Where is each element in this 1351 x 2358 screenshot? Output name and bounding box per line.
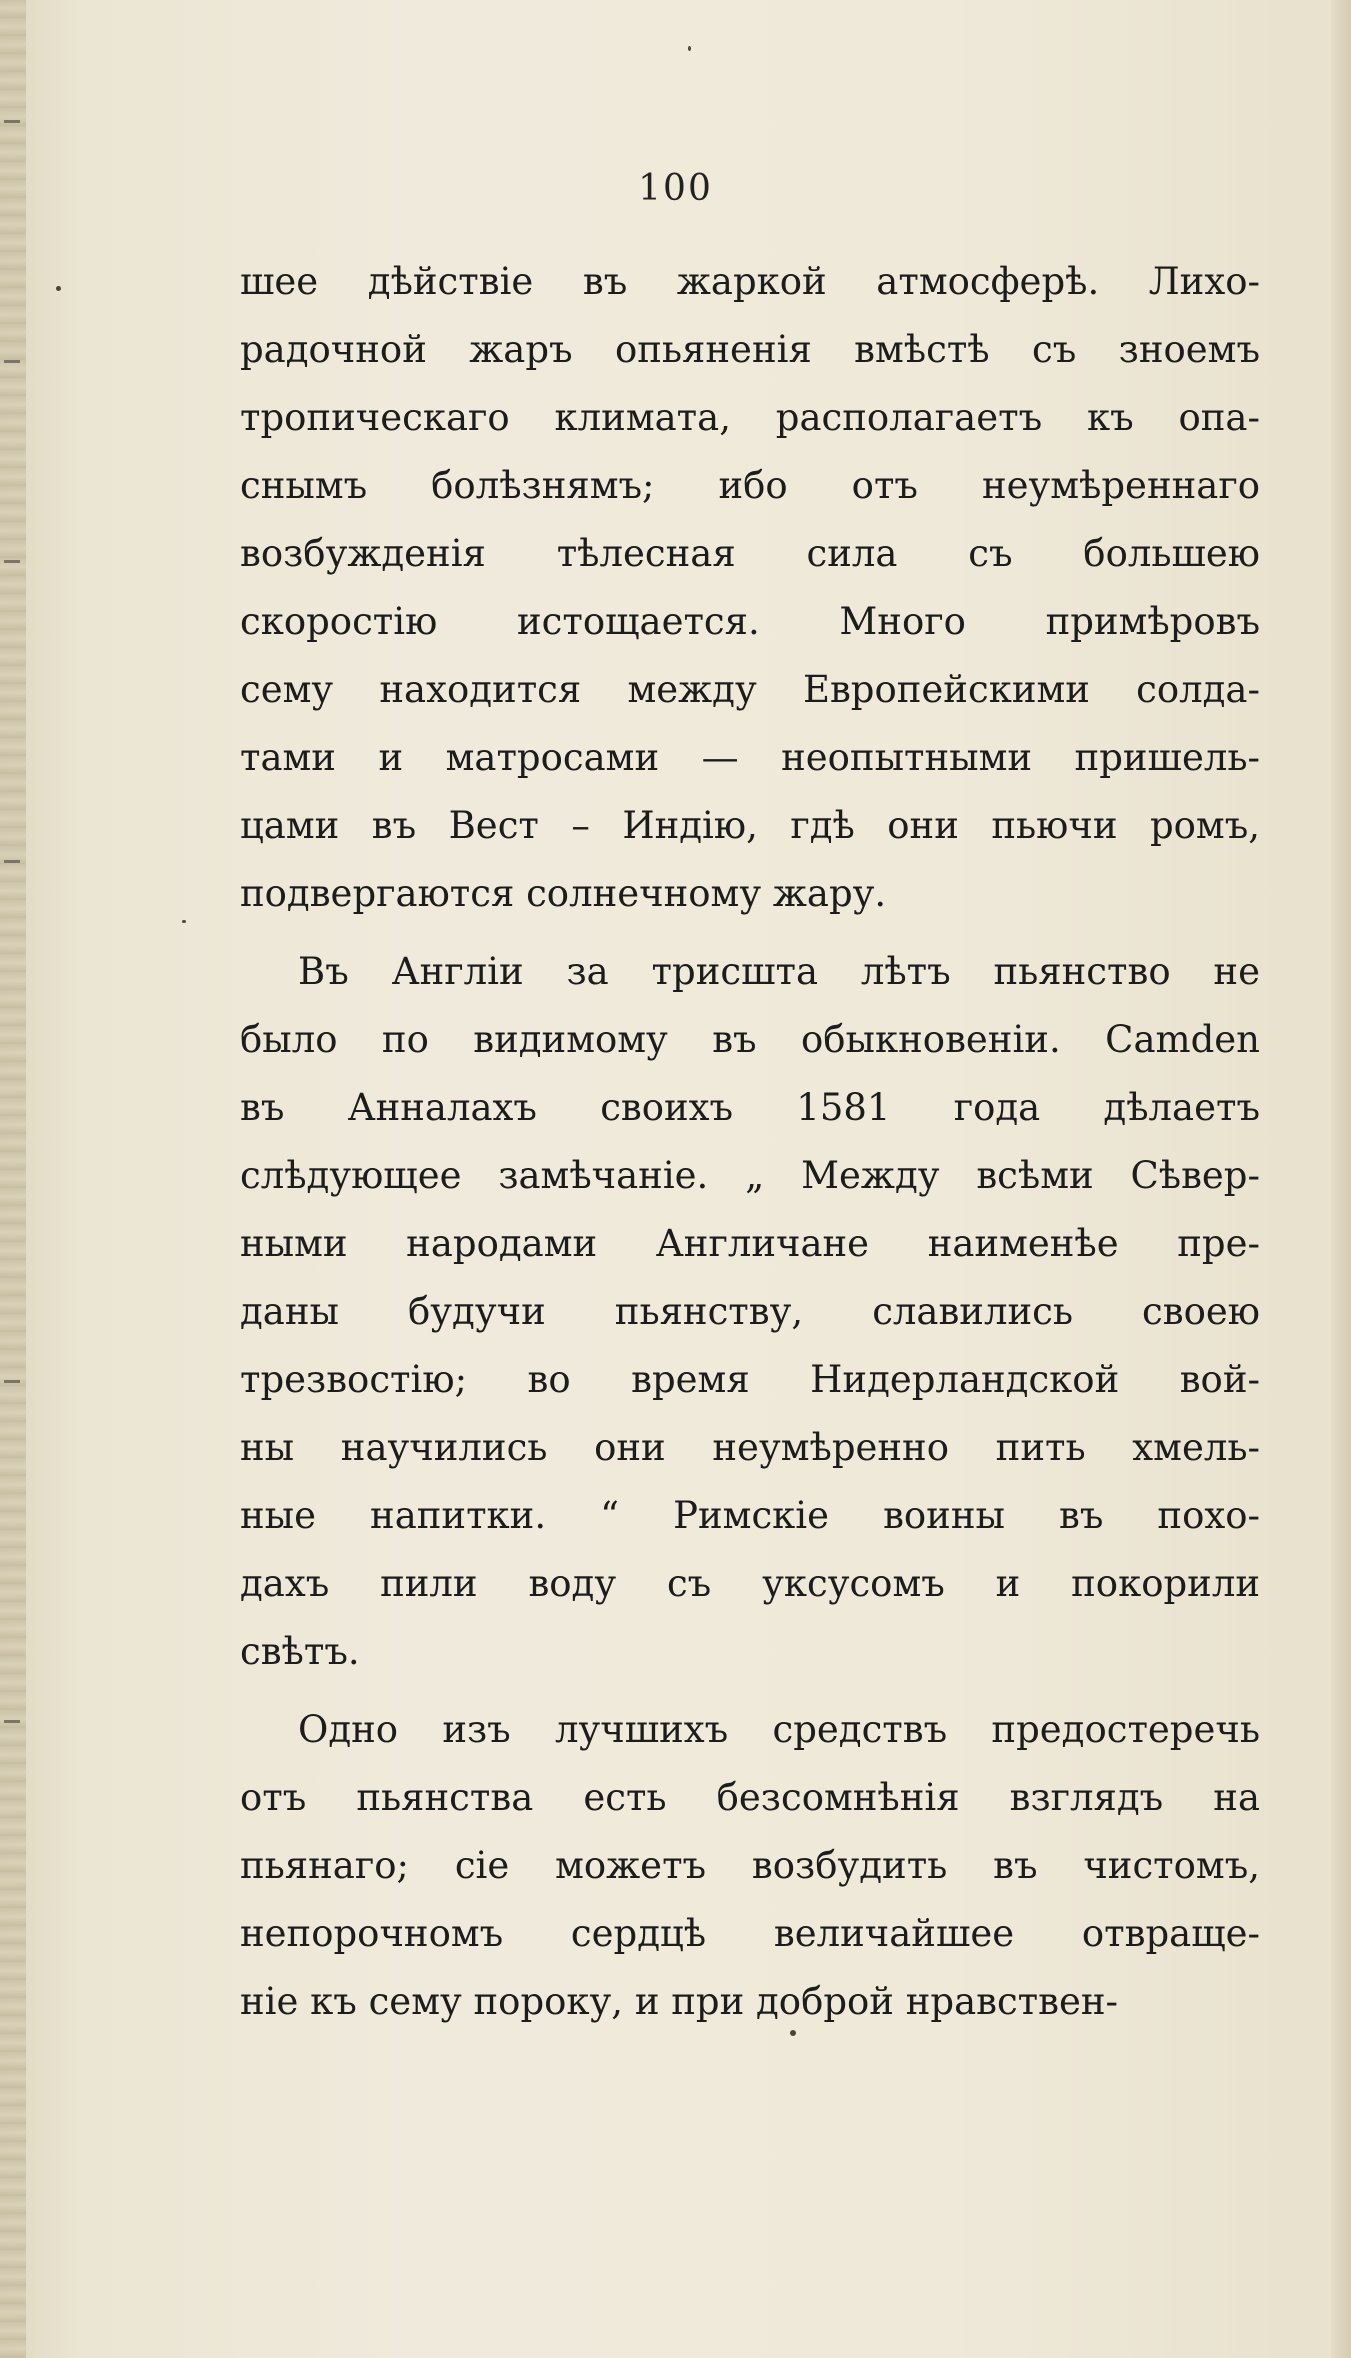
speck bbox=[182, 920, 186, 923]
text-line: тами и матросами — неопытными пришель- bbox=[240, 736, 1260, 779]
text-line: пьянаго; сіе можетъ возбудить въ чистомъ, bbox=[240, 1844, 1260, 1887]
binding-mark bbox=[4, 1720, 20, 1723]
text-line: Въ Англіи за трисшта лѣтъ пьянство не bbox=[298, 950, 1260, 993]
text-line: Одно изъ лучшихъ средствъ предостеречь bbox=[298, 1708, 1260, 1751]
paragraph-gap bbox=[240, 928, 1260, 938]
paragraph-gap bbox=[240, 1686, 1260, 1696]
paragraph bbox=[240, 938, 1260, 1686]
text-line: тропическаго климата, располагаетъ къ опа- bbox=[240, 396, 1260, 439]
text-line: свѣтъ. bbox=[240, 1630, 360, 1673]
text-line: сему находится между Европейскими солда- bbox=[240, 668, 1260, 711]
text-line: ные напитки. “ Римскіе воины въ похо- bbox=[240, 1494, 1260, 1537]
paragraph bbox=[240, 1696, 1260, 2036]
binding-mark bbox=[4, 860, 20, 863]
text-line: радочной жаръ опьяненія вмѣстѣ съ зноемъ bbox=[240, 328, 1260, 371]
speck bbox=[688, 46, 691, 51]
text-line: ніе къ сему пороку, и при доброй нравствен- bbox=[240, 1980, 1119, 2023]
text-line: шее дѣйствіе въ жаркой атмосферѣ. Лихо- bbox=[240, 260, 1260, 303]
text-line: было по видимому въ обыкновеніи. Camden bbox=[240, 1018, 1260, 1061]
text-line: дахъ пили воду съ уксусомъ и покорили bbox=[240, 1562, 1260, 1605]
binding-mark bbox=[4, 560, 20, 563]
binding-mark bbox=[4, 1380, 20, 1383]
text-line: возбужденія тѣлесная сила съ большею bbox=[240, 532, 1260, 575]
text-line: въ Анналахъ своихъ 1581 года дѣлаетъ bbox=[240, 1086, 1260, 1129]
binding-mark bbox=[4, 360, 20, 363]
speck bbox=[56, 286, 61, 291]
page-body-text bbox=[240, 248, 1260, 2036]
text-line: непорочномъ сердцѣ величайшее отвраще- bbox=[240, 1912, 1260, 1955]
text-line: снымъ болѣзнямъ; ибо отъ неумѣреннаго bbox=[240, 464, 1260, 507]
text-line: ны научились они неумѣренно пить хмель- bbox=[240, 1426, 1260, 1469]
text-line: цами въ Вест – Индію, гдѣ они пьючи ромъ, bbox=[240, 804, 1260, 847]
text-line: отъ пьянства есть безсомнѣнія взглядъ на bbox=[240, 1776, 1260, 1819]
text-line: трезвостію; во время Нидерландской вой- bbox=[240, 1358, 1260, 1401]
page-fore-edge bbox=[1331, 0, 1351, 2358]
text-line: подвергаются солнечному жару. bbox=[240, 872, 887, 915]
page-number: 100 bbox=[638, 168, 713, 209]
text-line: слѣдующее замѣчаніе. „ Между всѣми Сѣвер- bbox=[240, 1154, 1260, 1197]
text-line: ными народами Англичане наименѣе пре- bbox=[240, 1222, 1260, 1265]
text-line: скоростію истощается. Много примѣровъ bbox=[240, 600, 1260, 643]
paragraph bbox=[240, 248, 1260, 928]
text-line: даны будучи пьянству, славились своею bbox=[240, 1290, 1260, 1333]
page-binding-edge bbox=[0, 0, 26, 2358]
binding-mark bbox=[4, 120, 20, 123]
